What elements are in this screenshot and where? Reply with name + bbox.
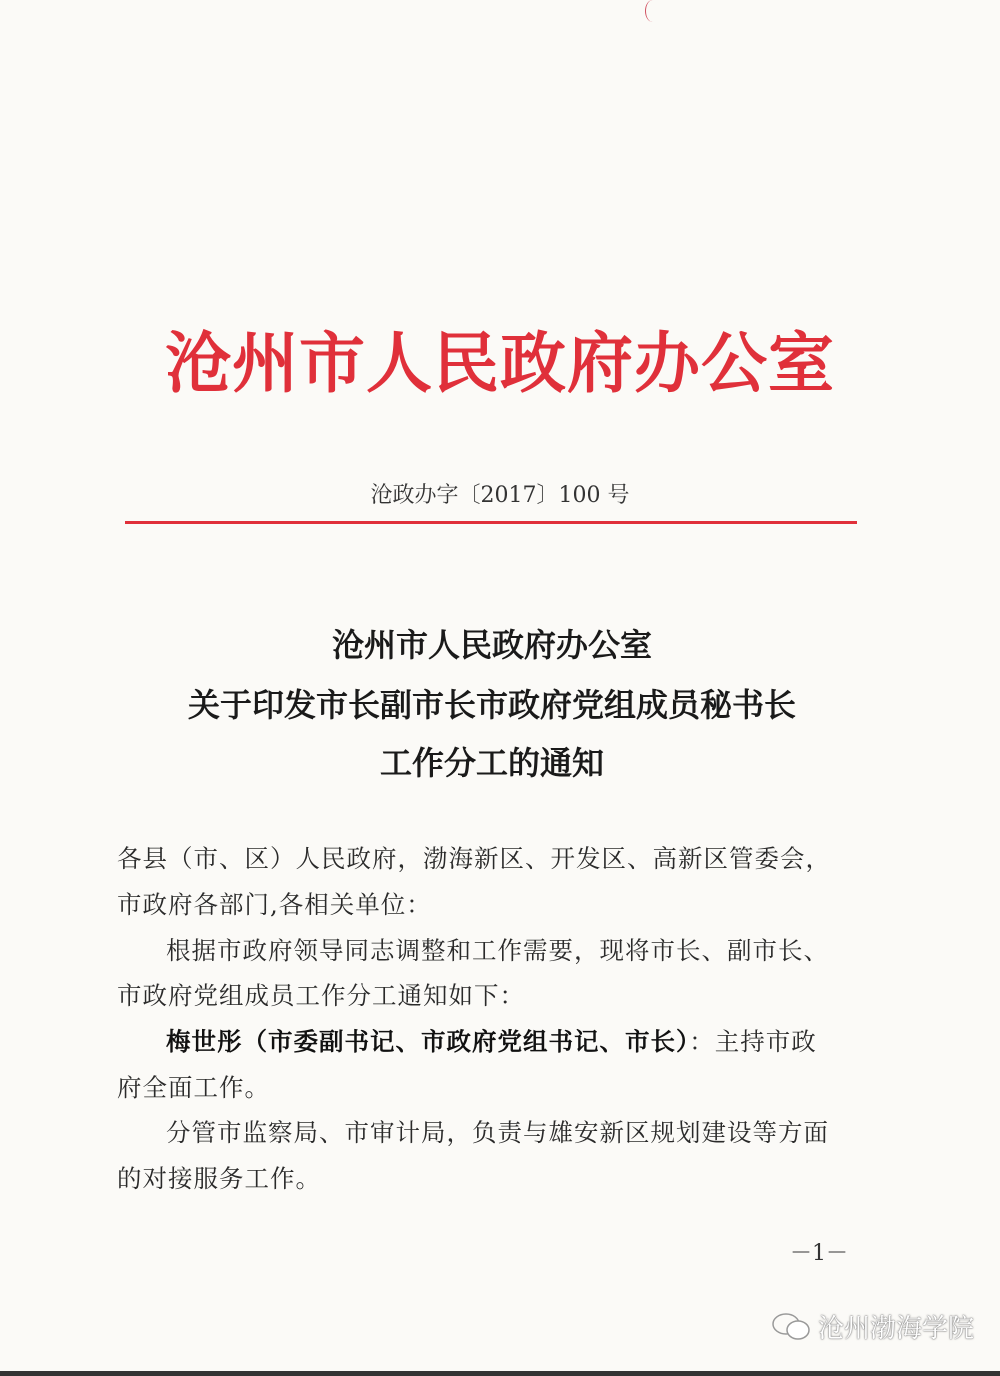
document-number: 沧政办字〔2017〕100 号 bbox=[370, 483, 630, 508]
body-line: 市政府各部门,各相关单位： bbox=[117, 890, 432, 919]
wechat-icon bbox=[770, 1312, 814, 1346]
person-duty: ：主持市政 bbox=[689, 1027, 817, 1056]
page-number: －1－ bbox=[790, 1241, 848, 1266]
title-line-1: 沧州市人民政府办公室 bbox=[331, 626, 652, 664]
red-divider bbox=[125, 521, 857, 524]
bottom-edge bbox=[0, 1371, 1000, 1376]
body-line: 各县（市、区）人民政府，渤海新区、开发区、高新区管委会， bbox=[117, 844, 831, 873]
watermark: 沧州渤海学院 bbox=[818, 1314, 975, 1344]
person-name-title: 梅世彤（市委副书记、市政府党组书记、市长） bbox=[166, 1027, 690, 1056]
title-line-3: 工作分工的通知 bbox=[379, 744, 604, 782]
body-line-person bbox=[166, 1023, 817, 1058]
body-line: 分管市监察局、市审计局，负责与雄安新区规划建设等方面 bbox=[166, 1118, 829, 1147]
body-line: 的对接服务工作。 bbox=[117, 1164, 321, 1193]
title-line-2: 关于印发市长副市长市政府党组成员秘书长 bbox=[187, 686, 796, 724]
body-line: 市政府党组成员工作分工通知如下： bbox=[117, 981, 525, 1010]
scan-mark bbox=[645, 0, 660, 22]
body-line: 根据市政府领导同志调整和工作需要，现将市长、副市长、 bbox=[166, 936, 829, 965]
issuer-header: 沧州市人民政府办公室 bbox=[165, 324, 835, 402]
body-line: 府全面工作。 bbox=[117, 1073, 270, 1102]
